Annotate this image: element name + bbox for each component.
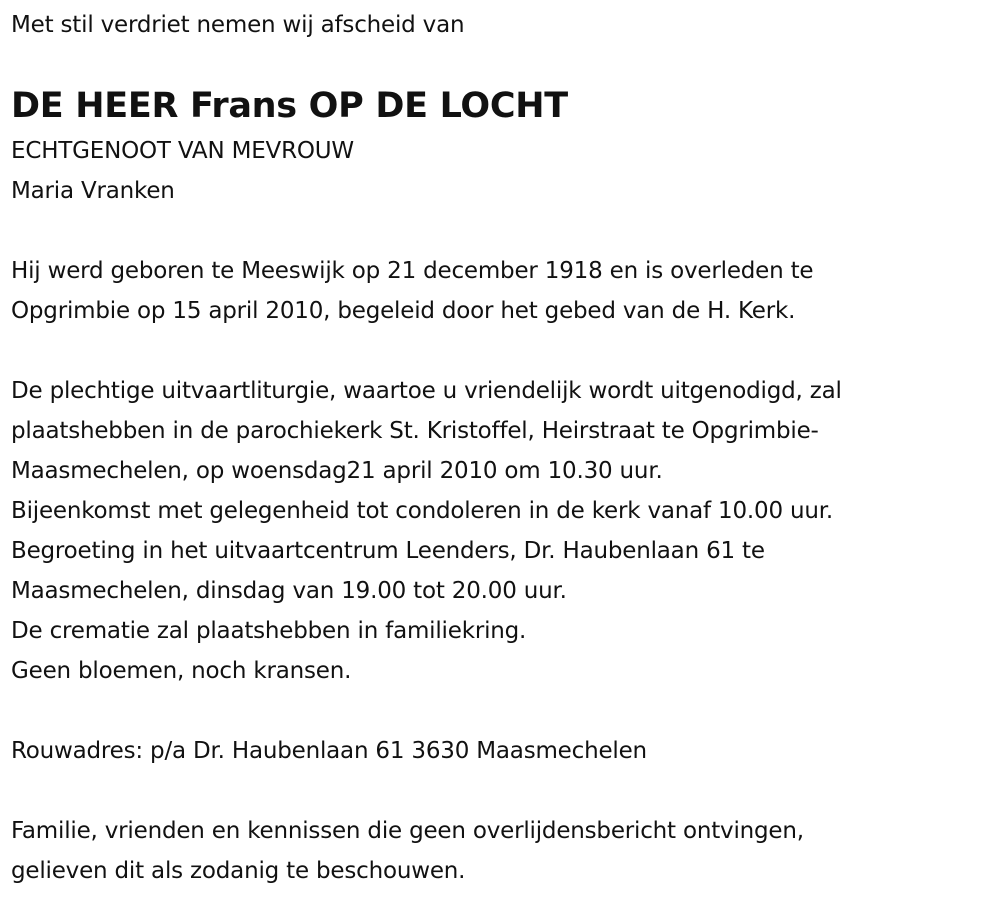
text-line: Maasmechelen, op woensdag21 april 2010 om 10.30 uur. — [11, 458, 663, 484]
text-line: gelieven dit als zodanig te beschouwen. — [11, 858, 466, 884]
text-line: De crematie zal plaatshebben in familiekring. — [11, 618, 527, 644]
spacer — [11, 211, 991, 251]
obituary-notice — [11, 0, 991, 891]
spouse-title: ECHTGENOOT VAN MEVROUW — [11, 138, 354, 164]
text-line: Maasmechelen, dinsdag van 19.00 tot 20.00 uur. — [11, 578, 567, 604]
funeral-paragraph — [11, 371, 991, 691]
closing-paragraph — [11, 811, 991, 891]
text-line: Familie, vrienden en kennissen die geen overlijdensbericht ontvingen, — [11, 818, 804, 844]
spouse-name: Maria Vranken — [11, 178, 175, 204]
spacer — [11, 691, 991, 731]
text-line: De plechtige uitvaartliturgie, waartoe u vriendelijk wordt uitgenodigd, zal — [11, 378, 842, 404]
spacer — [11, 771, 991, 811]
spacer — [11, 331, 991, 371]
text-line: Geen bloemen, noch kransen. — [11, 658, 352, 684]
birth-paragraph — [11, 251, 991, 331]
text-line: Bijeenkomst met gelegenheid tot condoleren in de kerk vanaf 10.00 uur. — [11, 498, 833, 524]
mourning-address: Rouwadres: p/a Dr. Haubenlaan 61 3630 Maasmechelen — [11, 738, 647, 764]
deceased-name: DE HEER Frans OP DE LOCHT — [11, 86, 568, 126]
intro-text: Met stil verdriet nemen wij afscheid van — [11, 12, 465, 38]
text-line: Hij werd geboren te Meeswijk op 21 december 1918 en is overleden te — [11, 258, 814, 284]
text-line: Begroeting in het uitvaartcentrum Leenders, Dr. Haubenlaan 61 te — [11, 538, 765, 564]
text-line: plaatshebben in de parochiekerk St. Kristoffel, Heirstraat te Opgrimbie- — [11, 418, 819, 444]
text-line: Opgrimbie op 15 april 2010, begeleid door het gebed van de H. Kerk. — [11, 298, 796, 324]
